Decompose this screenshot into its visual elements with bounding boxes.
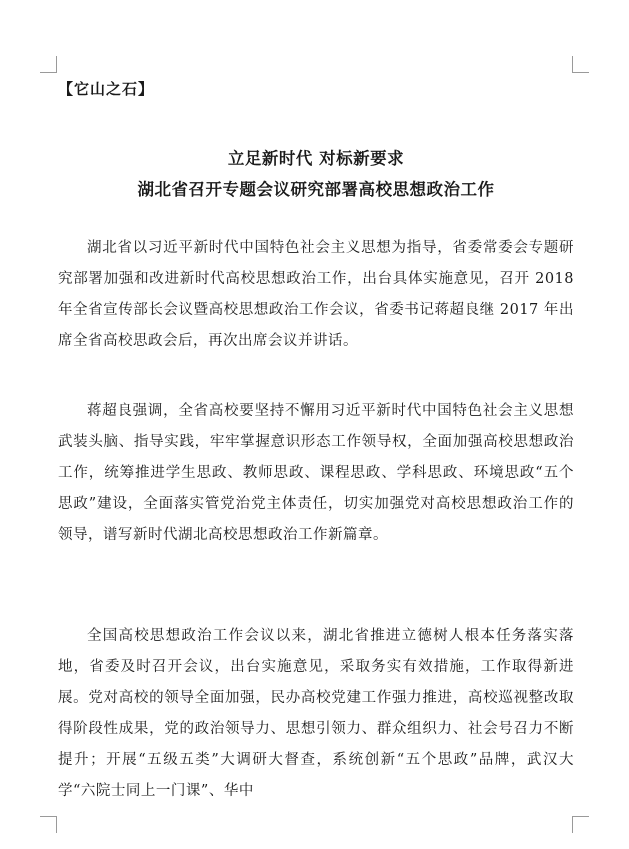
body-paragraph-1: 湖北省以习近平新时代中国特色社会主义思想为指导，省委常委会专题研究部署加强和改进新时代高校思想政治工作，出台具体实施意见，召开 2018 年全省宣传部长会议暨高校思想政治工作会议，省委书记蒋超良继 2017 年出席全省高校思政会后，再次出席会议并讲话。: [58, 240, 574, 349]
crop-mark-bottom-left: [40, 816, 57, 833]
article-title-line-2: 湖北省召开专题会议研究部署高校思想政治工作: [137, 180, 495, 199]
article-title-line-1: 立足新时代 对标新要求: [227, 149, 405, 168]
crop-mark-bottom-right: [572, 816, 589, 833]
body-paragraph-2: 蒋超良强调，全省高校要坚持不懈用习近平新时代中国特色社会主义思想武装头脑、指导实践，牢牢掌握意识形态工作领导权，全面加强高校思想政治工作，统筹推进学生思政、教师思政、课程思政、学科思政、环境思政“五个思政”建设，全面落实管党治党主体责任，切实加强党对高校思想政治工作的领导，谱写新时代湖北高校思想政治工作新篇章。: [58, 403, 574, 543]
crop-mark-top-right: [572, 56, 589, 73]
crop-mark-top-left: [40, 56, 57, 73]
body-paragraph-3: 全国高校思想政治工作会议以来，湖北省推进立德树人根本任务落实落地，省委及时召开会议，出台实施意见，采取务实有效措施，工作取得新进展。党对高校的领导全面加强，民办高校党建工作强力推进，高校巡视整改取得阶段性成果，党的政治领导力、思想引领力、群众组织力、社会号召力不断提升；开展“五级五类”大调研大督查，系统创新“五个思政”品牌，武汉大学“六院士同上一门课”、华中: [58, 628, 574, 799]
section-tag: 【它山之石】: [58, 80, 155, 98]
